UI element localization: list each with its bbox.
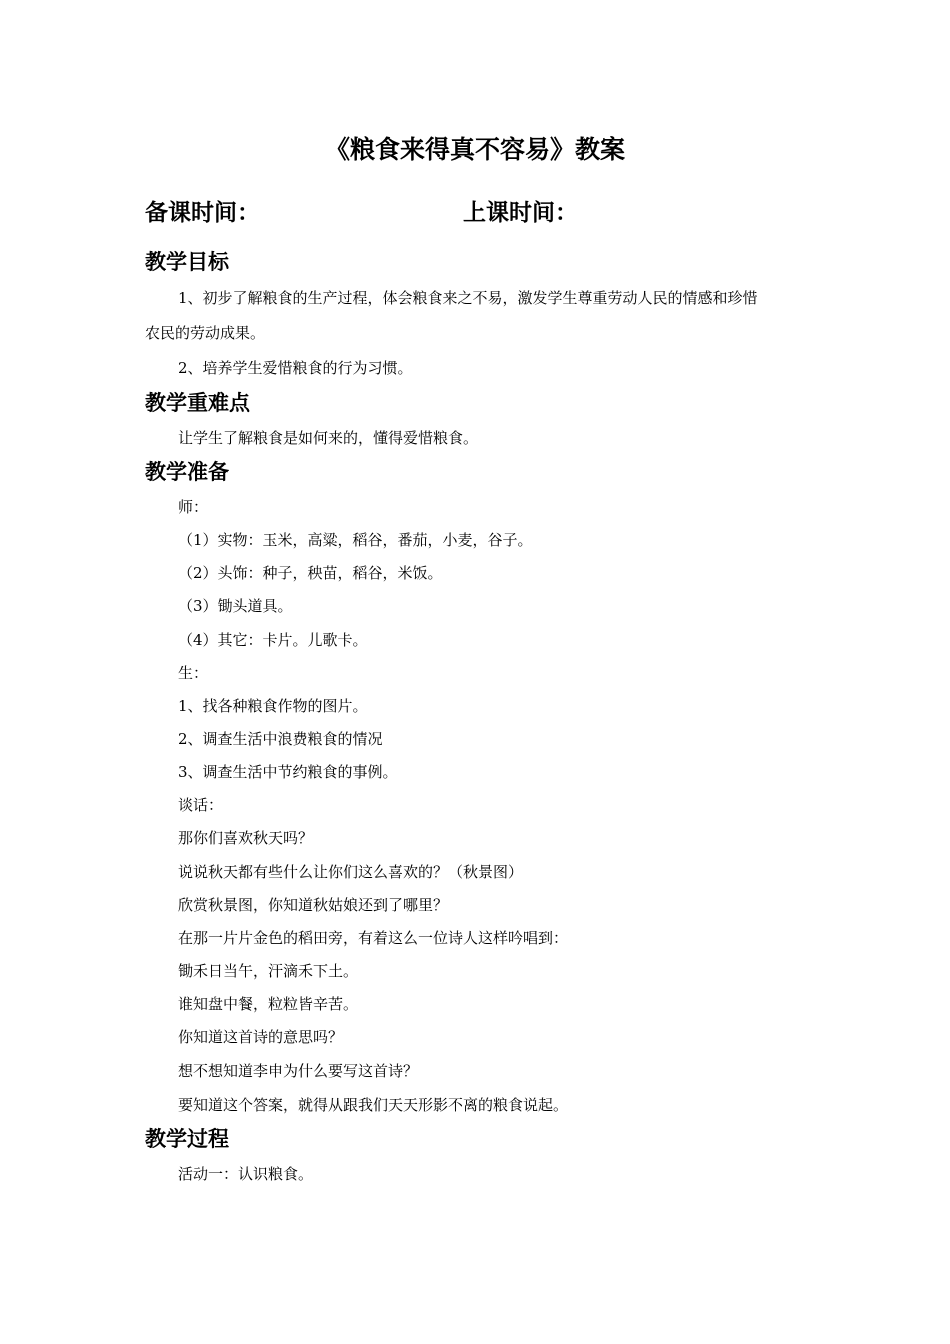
prep-time-label: 备课时间： [145,200,260,226]
talk-line: 说说秋天都有些什么让你们这么喜欢的？（秋景图） [178,863,524,881]
student-item: 3、调查生活中节约粮食的事例。 [178,763,398,781]
objective-item-2: 2、培养学生爱惜粮食的行为习惯。 [178,359,413,377]
teacher-item: （4）其它：卡片。儿歌卡。 [178,631,368,649]
class-time-label: 上课时间： [463,200,578,226]
student-item: 1、找各种粮食作物的图片。 [178,697,368,715]
preparation-heading: 教学准备 [145,460,229,484]
objectives-heading: 教学目标 [145,250,229,274]
process-heading: 教学过程 [145,1127,229,1151]
activity-1: 活动一：认识粮食。 [178,1165,314,1183]
teacher-item: （3）锄头道具。 [178,597,293,615]
talk-label: 谈话： [178,796,224,814]
objective-item-1-line-2: 农民的劳动成果。 [145,324,266,342]
talk-line: 要知道这个答案，就得从跟我们天天形影不离的粮食说起。 [178,1096,569,1114]
key-points-heading: 教学重难点 [145,391,250,415]
talk-line: 欣赏秋景图，你知道秋姑娘还到了哪里？ [178,896,449,914]
key-points-text: 让学生了解粮食是如何来的，懂得爱惜粮食。 [178,429,479,447]
student-label: 生： [178,664,209,682]
teacher-item: （2）头饰：种子，秧苗，稻谷，米饭。 [178,564,443,582]
objective-item-1-line-1: 1、初步了解粮食的生产过程，体会粮食来之不易，激发学生尊重劳动人民的情感和珍惜 [178,289,758,307]
page-title: 《粮食来得真不容易》教案 [324,135,625,164]
talk-line: 锄禾日当午，汗滴禾下土。 [178,962,359,980]
teacher-item: （1）实物：玉米，高粱，稻谷，番茄，小麦，谷子。 [178,531,533,549]
talk-line: 那你们喜欢秋天吗？ [178,829,314,847]
student-item: 2、调查生活中浪费粮食的情况 [178,730,383,748]
talk-line: 在那一片片金色的稻田旁，有着这么一位诗人这样吟唱到： [178,929,569,947]
teacher-label: 师： [178,498,209,516]
talk-line: 你知道这首诗的意思吗？ [178,1028,344,1046]
talk-line: 谁知盘中餐，粒粒皆辛苦。 [178,995,359,1013]
talk-line: 想不想知道李申为什么要写这首诗？ [178,1062,419,1080]
